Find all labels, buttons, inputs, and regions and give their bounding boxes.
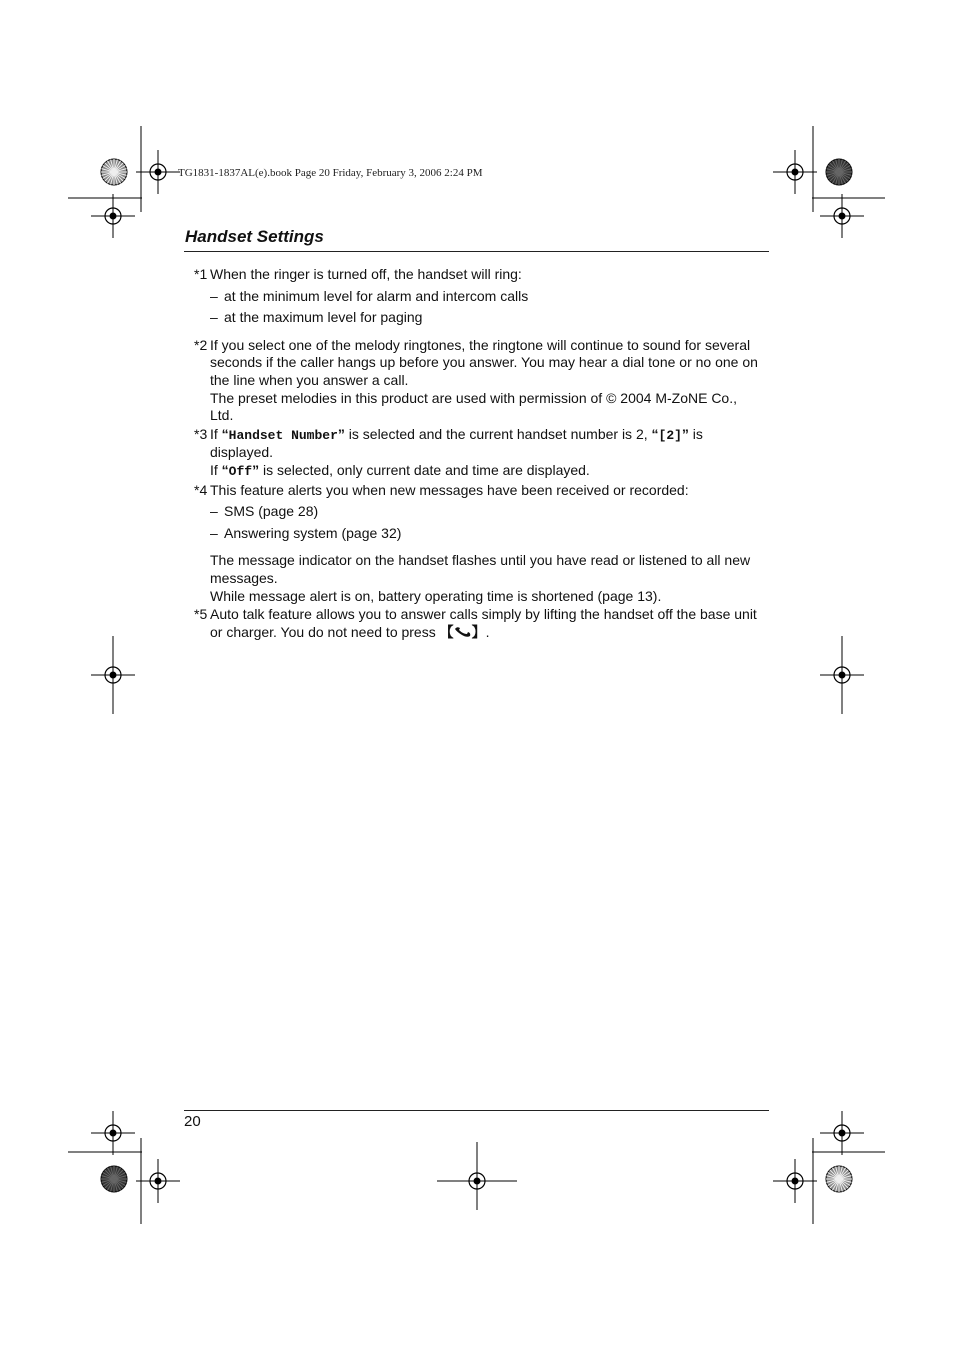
bracket: 【: [439, 623, 454, 640]
registration-target: [91, 194, 135, 238]
display-text-off: Off: [228, 463, 253, 479]
text: Auto talk feature allows you to answer calls simply by lifting the handset off the base unit or charger. You do not need to press: [210, 606, 757, 640]
quote: “: [221, 461, 229, 478]
color-registration-disc: [826, 1166, 852, 1192]
registration-target: [136, 1159, 180, 1203]
footnote-marker: *1: [194, 266, 208, 282]
section-title: Handset Settings: [185, 227, 324, 246]
registration-target: [91, 1111, 135, 1155]
bracket: 】: [471, 623, 486, 640]
footnote-text: [210, 606, 760, 641]
registration-target: [773, 1159, 817, 1203]
quote: ”: [337, 425, 345, 442]
text: is selected and the current handset number is 2,: [344, 425, 652, 442]
talk-key: [440, 624, 486, 640]
footnote-text: This feature alerts you when new messages have been received or recorded:: [210, 481, 689, 498]
list-item-text: at the minimum level for alarm and intercom calls: [224, 287, 529, 304]
list-item-text: Answering system (page 32): [224, 524, 402, 541]
registration-target: [820, 1111, 864, 1155]
color-registration-disc: [101, 1166, 127, 1192]
title-rule: [184, 251, 769, 252]
footnote-text-2: [210, 462, 760, 481]
quote: “: [221, 425, 229, 442]
registration-target: [820, 194, 864, 238]
text: is selected, only current date and time are displayed.: [259, 461, 590, 478]
footnote-5: [194, 606, 760, 641]
list-item: [210, 288, 760, 306]
quote: ”: [252, 461, 260, 478]
footer-rule: [184, 1110, 769, 1111]
phone-handset-icon: [454, 626, 472, 638]
print-header-info: TG1831-1837AL(e).book Page 20 Friday, February 3, 2006 2:24 PM: [178, 167, 483, 179]
footnote-marker: *4: [194, 481, 208, 498]
footnote-text: If you select one of the melody ringtones, the ringtone will continue to sound for several seconds if the caller hangs up before you answer. You may hear a dial tone or no one on the line when you answer a call.: [210, 336, 758, 388]
footnote-4: [194, 482, 760, 606]
dash: –: [210, 287, 218, 304]
footnote-text-3: While message alert is on, battery operating time is shortened (page 13).: [210, 587, 662, 604]
footnote-marker: *2: [194, 336, 208, 353]
text: is displayed.: [210, 425, 703, 461]
dash: –: [210, 309, 218, 326]
quote: ”: [681, 425, 689, 442]
registration-target: [773, 150, 817, 194]
color-registration-disc: [101, 159, 127, 185]
footnote-marker: *3: [194, 425, 208, 442]
list-item: [210, 525, 760, 543]
footnote-2: [194, 337, 760, 425]
quote: “: [651, 425, 659, 442]
list-item-text: at the maximum level for paging: [224, 309, 423, 326]
color-registration-disc: [826, 159, 852, 185]
footnote-text-2: The message indicator on the handset flashes until you have read or listened to all new messages.: [210, 552, 751, 586]
dash: –: [210, 524, 218, 541]
display-text-2: [2]: [658, 427, 682, 443]
footnote-text-2: The preset melodies in this product are used with permission of © 2004 M-ZoNE Co., Ltd.: [210, 389, 737, 424]
text: If: [210, 461, 222, 478]
dash: –: [210, 503, 218, 520]
list-item: [210, 503, 760, 521]
footnotes: [194, 266, 760, 647]
footnote-marker: *5: [194, 606, 208, 623]
footnote-text: [210, 426, 760, 462]
list-item-text: SMS (page 28): [224, 503, 319, 520]
registration-target: [136, 150, 180, 194]
page-number: 20: [184, 1113, 201, 1130]
text: .: [485, 623, 490, 640]
display-text-handset-number: Handset Number: [228, 427, 338, 443]
footnote-3: [194, 426, 760, 481]
footnote-1: [194, 266, 760, 327]
footnote-text: When the ringer is turned off, the handset will ring:: [210, 266, 522, 282]
list-item: [210, 309, 760, 327]
text: If: [210, 425, 222, 442]
